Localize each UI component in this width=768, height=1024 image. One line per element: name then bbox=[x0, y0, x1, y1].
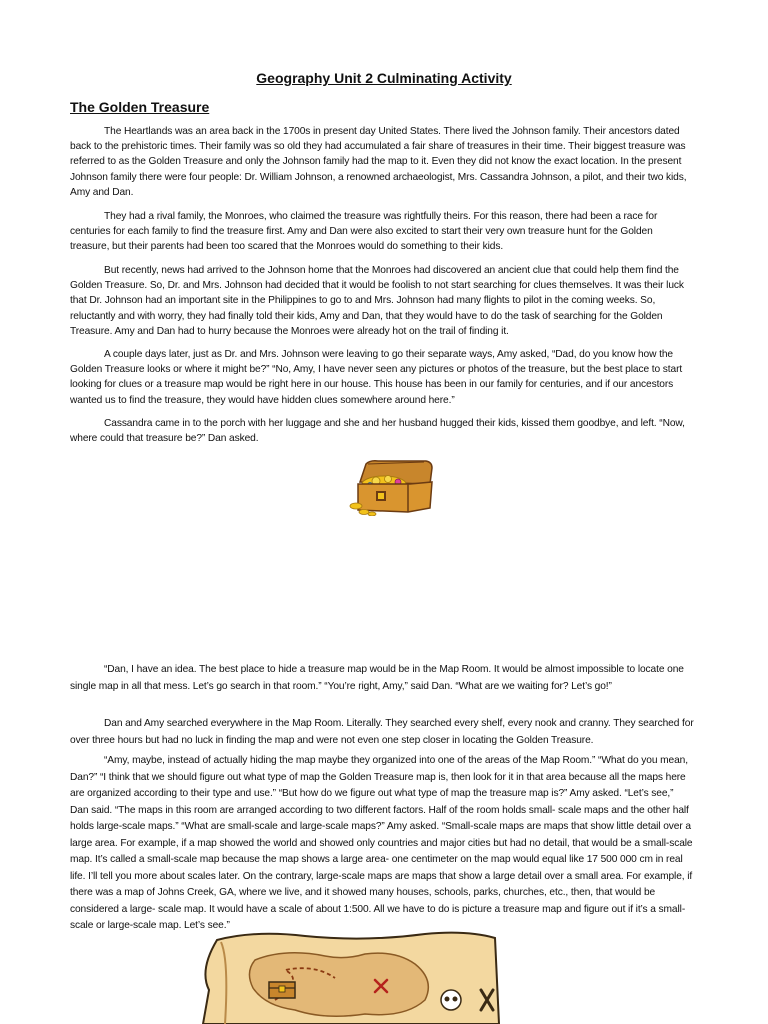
story-paragraph-3: But recently, news had arrived to the Johnson home that the Monroes had discovered an ancient clue that could help them find the Golden Treasure. So, Dr. and Mrs. Johnson had decided that it would be foolish to not start searching for clues themselves. It was their luck that Dr. Johnson had an important site in the Philippines to go to and Mrs. Johnson had many flights to pilot in the coming weeks. So, reluctantly and with worry, they had finally told their kids, Amy and Dan, that they would have to do the task of searching for the Golden Treasure. Amy and Dan had to hurry because the Monroes were already hot on the trail of finding it. bbox=[70, 265, 684, 337]
section-title: The Golden Treasure bbox=[70, 99, 210, 115]
story-paragraph-7: Dan and Amy searched everywhere in the Map Room. Literally. They searched every shelf, every nook and cranny. They searched for over three hours but had no luck in finding the map and were not even one step closer in locating the Golden Treasure. bbox=[70, 718, 694, 746]
story-paragraph-1: The Heartlands was an area back in the 1700s in present day United States. There lived the Johnson family. Their ancestors dated back to the prehistoric times. Their family was so old they had accumulated a fair share of treasures in their time. Their biggest treasure was referred to as the Golden Treasure and only the Johnson family had the map to it. Even they did not know the exact location. In the present Johnson family there were four people: Dr. William Johnson, a renowned archaeologist, Mrs. Cassandra Johnson, a pilot, and their two kids, Amy and Dan. bbox=[70, 126, 687, 198]
treasure-map-illustration bbox=[195, 930, 505, 1024]
story-paragraph-4: A couple days later, just as Dr. and Mrs. Johnson were leaving to go their separate ways, Amy asked, “Dad, do you know how the Golden Treasure looks or where it might be?” “No, Amy, I have never seen any pictures or photos of the treasure, but the best place to start looking for clues or a treasure map would be right here in our house. This house has been in our family for centuries, and if our ancestors wanted us to find the treasure, they would have hidden clues somewhere around here.” bbox=[70, 349, 683, 406]
story-paragraph-8: “Amy, maybe, instead of actually hiding the map maybe they organized into one of the areas of the Map Room.” “What do you mean, Dan?” “I think that we should figure out what type of map the Golden Treasure map is, then look for it in that area because all the maps here are organized according to their type and use.” “But how do we figure out what type of map the treasure map is?” Amy asked. “Let’s see,” Dan said. “The maps in this room are arranged according to two different factors. Half of the room holds small- scale maps and the other half holds large-scale maps.” “What are small-scale and large-scale maps?” Amy asked. “Small-scale maps are maps that show little detail over a large area. For example, if a map showed the world and showed only countries and major cities but had no detail, that would be a small-scale map. It’s called a small-scale map because the map shows a large area- one centimeter on the map would equal like 17 500 000 cm in real life. I’ll tell you more about scales later. On the contrary, large-scale maps are maps that show a large detail over a small area. For example, if there was a map of Johns Creek, GA, where we live, and it showed many houses, schools, parks, churches, etc., then, that would be considered a large- scale map. It would have a scale of about 1:500. All we have to do is picture a treasure map and figure out if it’s a small-scale or large-scale map. Let’s see.” bbox=[70, 755, 693, 931]
document-title: Geography Unit 2 Culminating Activity bbox=[256, 70, 512, 86]
story-paragraph-6: “Dan, I have an idea. The best place to hide a treasure map would be in the Map Room. It would be almost impossible to locate one single map in all that mess. Let’s go search in that room.” “You’re right, Amy,” said Dan. “What are we waiting for? Let’s go!” bbox=[70, 664, 684, 692]
story-paragraph-2: They had a rival family, the Monroes, who claimed the treasure was rightfully theirs. For this reason, there had been a race for centuries for each family to find the treasure first. Amy and Dan were also excited to start their very own treasure hunt for the Golden treasure, but their parents had been too scared that the Monroes would do something to their kids. bbox=[70, 211, 658, 253]
story-paragraph-5: Cassandra came in to the porch with her luggage and she and her husband hugged their kids, kissed them goodbye, and left. “Now, where could that treasure be?” Dan asked. bbox=[70, 418, 685, 445]
treasure-chest-illustration bbox=[346, 458, 436, 516]
